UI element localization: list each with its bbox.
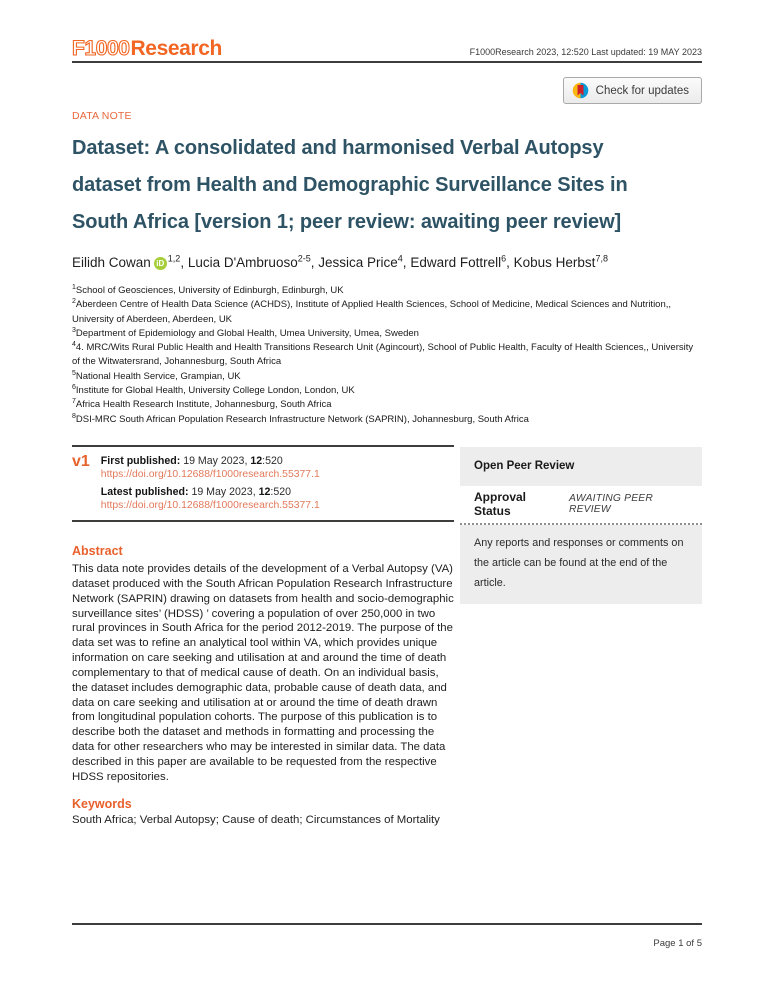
author-name: Edward Fottrell [410,255,502,270]
logo-outline-text: F1000 [72,37,130,60]
header-citation: F1000Research 2023, 12:520 Last updated: 19 MAY 2023 [469,47,702,57]
keywords-text: South Africa; Verbal Autopsy; Cause of death; Circumstances of Mortality [72,813,440,826]
latest-published-date: 19 May 2023, [191,485,256,498]
open-peer-review-box [460,447,702,604]
author-name: Lucia D'Ambruoso [187,255,298,270]
affiliation-item: $^6$Institute for Global Health, University College London, London, UK [72,383,355,397]
page-number: Page 1 of 5 [653,938,702,949]
author-affiliation-sup: 2-5 [297,253,311,264]
logo-solid-text: Research [130,37,222,60]
latest-published-label: Latest published: [100,485,189,498]
affiliation-item: $^3$Department of Epidemiology and Global Health, Umea University, Umea, Sweden [72,326,419,339]
latest-published-doi-link[interactable]: https://doi.org/10.12688/f1000research.55377.1 [100,499,320,511]
authors-line: Eilidh Cowan iD $^{1,2}$, Lucia D'Ambruoso$^{2-5}$, Jessica Price$^4$, Edward Fottrell$^6$, Kobus Herbst$^{7,8}$ [72,253,608,270]
first-published-date: 19 May 2023, [183,454,248,467]
latest-published-volume: 12 [258,485,271,498]
page-footer [72,920,702,1000]
latest-published-entry [101,485,320,512]
author-name: Jessica Price [318,255,398,270]
header-rule [72,61,702,63]
author-affiliation-sup: 7,8 [595,253,608,264]
crossmark-icon [572,82,589,99]
peer-review-note: Any reports and responses or comments on the article can be found at the end of the article. [474,536,684,589]
orcid-icon[interactable]: iD [154,257,167,270]
footer-rule [72,923,702,925]
affiliation-item: $^2$Aberdeen Centre of Health Data Science (ACHDS), Institute of Applied Health Sciences, School of Medicine, Medical Sciences and Nutrition,, University of Aberdeen, Aberdeen, UK [72,298,672,325]
affiliation-item: $^8$DSI-MRC South African Population Research Infrastructure Network (SAPRIN), Johannesburg, South Africa [72,412,529,425]
keywords-section [72,797,454,828]
affiliation-item: $^7$Africa Health Research Institute, Johannesburg, South Africa [72,398,332,411]
first-published-pages: :520 [262,454,283,467]
author-name: Eilidh Cowan [72,255,151,270]
check-for-updates-label: Check for updates [595,84,689,97]
first-published-entry [101,454,320,481]
article-type-label: DATA NOTE [72,110,132,122]
author-affiliation-sup: 6 [501,253,507,264]
approval-status-label: Approval Status [474,489,527,518]
keywords-heading: Keywords [72,796,132,811]
author-affiliation-sup: 4 [397,253,403,264]
peer-review-title: Open Peer Review [474,459,575,472]
page-header [72,37,702,60]
author-affiliation-sup: 1,2 [167,253,181,264]
abstract-body: This data note provides details of the development of a Verbal Autopsy (VA) dataset produced with the South African Population Research Infrastructure Network (SAPRIN) drawing on datasets from health and socio-demographic surveillance sites’ (HDSS) ’ covering a population of over 250,000 in two rural provinces in South Africa for the period 2012-2019. The purpose of the data set was to refine an analytical tool within VA, which provides unique information on care seeking and utilisation at and around the time of death complementary to that of medical cause of death. On an individual basis, the dataset includes demographic data, probable cause of death data, and data on care seeking and utilisation at or around the time of death drawn from longitudinal population cohorts. The purpose of this publication is to describe both the dataset and methods in formatting and processing the data for other researchers who may be interested in similar data. The data described in this paper are available to be requested from the respective HDSS repositories. [72,562,454,783]
affiliation-item: $^1$School of Geosciences, University of Edinburgh, Edinburgh, UK [72,283,344,296]
abstract-section [72,544,454,785]
first-published-volume: 12 [250,454,263,467]
article-title: Dataset: A consolidated and harmonised Verbal Autopsy dataset from Health and Demographic Surveillance Sites in South Africa [version 1; peer review: awaiting peer review] [72,137,628,233]
affiliation-item: $^4$4. MRC/Wits Rural Public Health and Health Transitions Research Unit (Agincourt), School of Public Health, Faculty of Health Sciences,, University of the Witwatersrand, Johannesburg, South Africa [72,341,694,368]
version-block [72,445,454,522]
first-published-doi-link[interactable]: https://doi.org/10.12688/f1000research.55377.1 [100,468,320,480]
f1000research-logo[interactable] [72,37,222,60]
check-for-updates-button[interactable] [563,77,702,104]
version-label: v1 [72,452,90,470]
latest-published-pages: :520 [270,485,292,498]
approval-status-value: AWAITING PEER REVIEW [568,492,654,515]
first-published-label: First published: [100,454,181,467]
author-name: Kobus Herbst [513,255,596,270]
affiliation-item: $^5$National Health Service, Grampian, UK [72,369,241,382]
approval-status-strip [460,486,702,525]
abstract-heading: Abstract [72,543,123,558]
affiliations-list [72,284,702,427]
publication-row [72,445,702,827]
